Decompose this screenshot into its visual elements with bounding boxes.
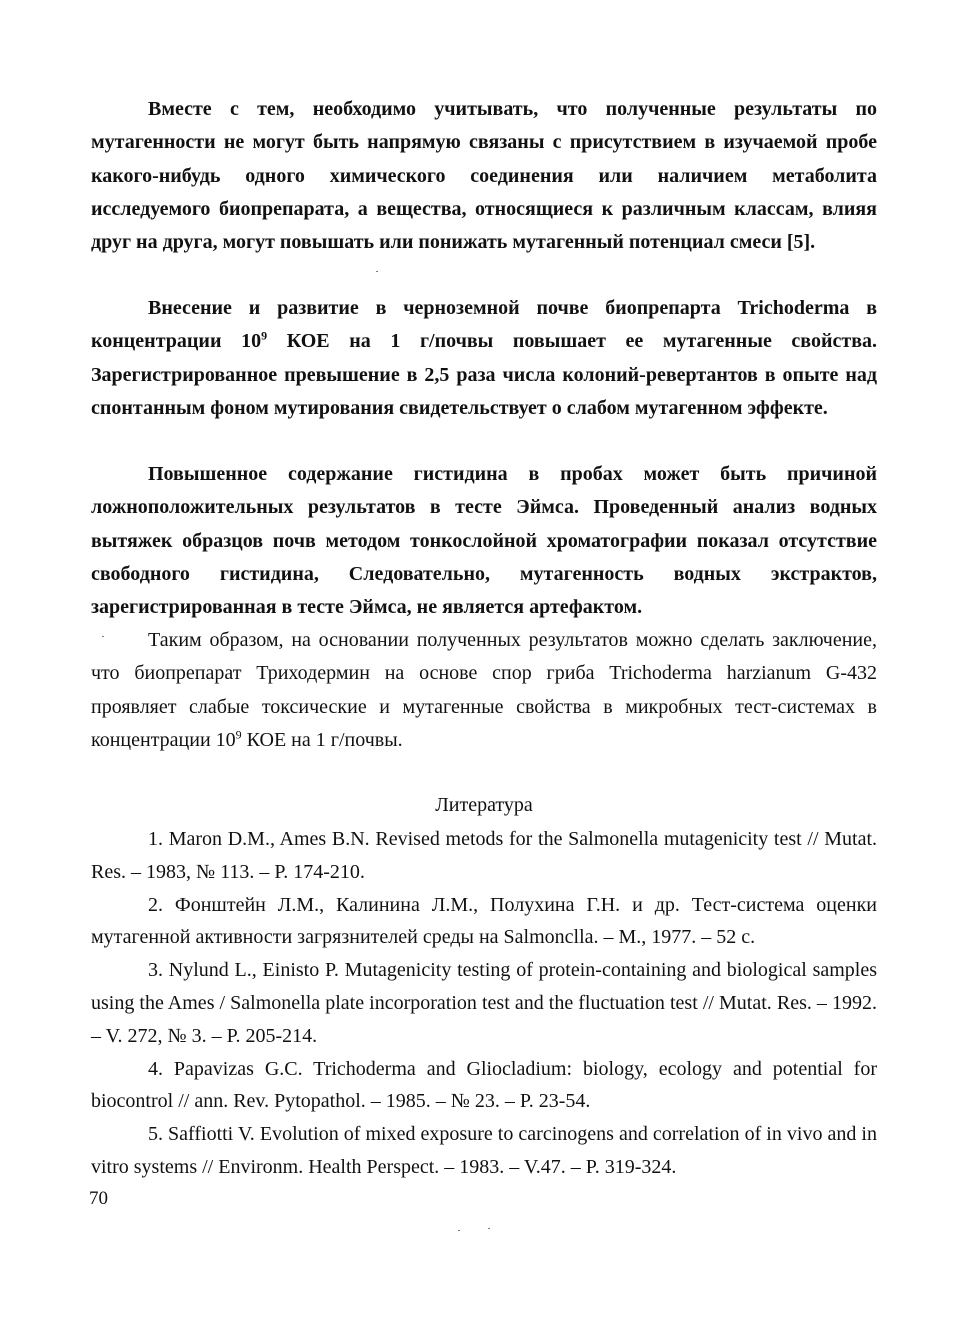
paragraph-trichoderma-effect (91, 292, 877, 425)
reference-item: 4. Papavizas G.C. Trichoderma and Gliocladium: biology, ecology and potential for biocontrol // ann. Rev. Pytopathol. – 1985. – № 23. – P. 23-54. (91, 1057, 877, 1113)
scan-speck (376, 271, 378, 272)
paragraph-text-part: Внесение и развитие в черноземной почве биопрепарта Trichoderma в концентрации 10 (91, 297, 877, 353)
paragraph-text: Вместе с тем, необходимо учитывать, что полученные результаты по мутагенности не могут быть напрямую связаны с присутствием в изучаемой пробе какого-нибудь одного химического соединения или наличием метаболита исследуемого биопрепарата, а вещества, относящиеся к различным классам, влияя друг на друга, могут повышать или понижать мутагенный потенциал смеси [5]. (91, 98, 877, 254)
paragraph-text (91, 292, 877, 425)
exponent: 9 (261, 328, 268, 343)
paragraph-text-part: Таким образом, на основании полученных результатов можно сделать заключение, что биопрепарат Триходермин на основе спор гриба Trichoderma harzianum G-432 проявляет слабые токсические и мутагенные свойства в микробных тест-системах в концентрации 10 (91, 629, 877, 751)
scan-speck (458, 1230, 460, 1231)
reference-item: 2. Фонштейн Л.М., Калинина Л.М., Полухина Г.Н. и др. Тест-система оценки мутагенной активности загрязнителей среды на Salmonclla. – М., 1977. – 52 с. (91, 893, 877, 949)
reference-item: 1. Maron D.M., Ames B.N. Revised metods for the Salmonella mutagenicity test // Mutat. Res. – 1983, № 113. – P. 174-210. (91, 828, 877, 883)
references-list (91, 823, 877, 1184)
paragraph-text-part: КОЕ на 1 г/почвы повышает ее мутагенные свойства. Зарегистрированное превышение в 2,5 раза числа колоний-ревертантов в опыте над спонтанным фоном мутирования свидетельствует о слабом мутагенном эффекте. (91, 330, 877, 419)
page-number: 70 (89, 1188, 108, 1209)
paragraph-histidine (91, 458, 877, 624)
references-heading: Литература (435, 794, 533, 816)
paragraph-text-part: КОЕ на 1 г/почвы. (241, 728, 403, 751)
paragraph-mutagenicity-caveat (91, 93, 877, 259)
reference-item: 5. Saffiotti V. Evolution of mixed exposure to carcinogens and correlation of in vivo and in vitro systems // Environm. Health Perspect. – 1983. – V.47. – P. 319-324. (91, 1123, 877, 1178)
paragraph-text (91, 624, 877, 757)
paragraph-conclusion (91, 624, 877, 757)
scan-speck (488, 1228, 490, 1229)
paragraph-text: Повышенное содержание гистидина в пробах может быть причиной ложноположительных результатов в тесте Эймса. Проведенный анализ водных вытяжек образцов почв методом тонкослойной хроматографии показал отсутствие свободного гистидина, Следовательно, мутагенность водных экстрактов, зарегистрированная в тесте Эймса, не является артефактом. (91, 463, 877, 619)
reference-item: 3. Nylund L., Einisto P. Mutagenicity testing of protein-containing and biological samples using the Ames / Salmonella plate incorporation test and the fluctuation test // Mutat. Res. – 1992. – V. 272, № 3. – P. 205-214. (91, 959, 877, 1047)
scan-speck (102, 636, 104, 637)
exponent: 9 (235, 727, 242, 742)
